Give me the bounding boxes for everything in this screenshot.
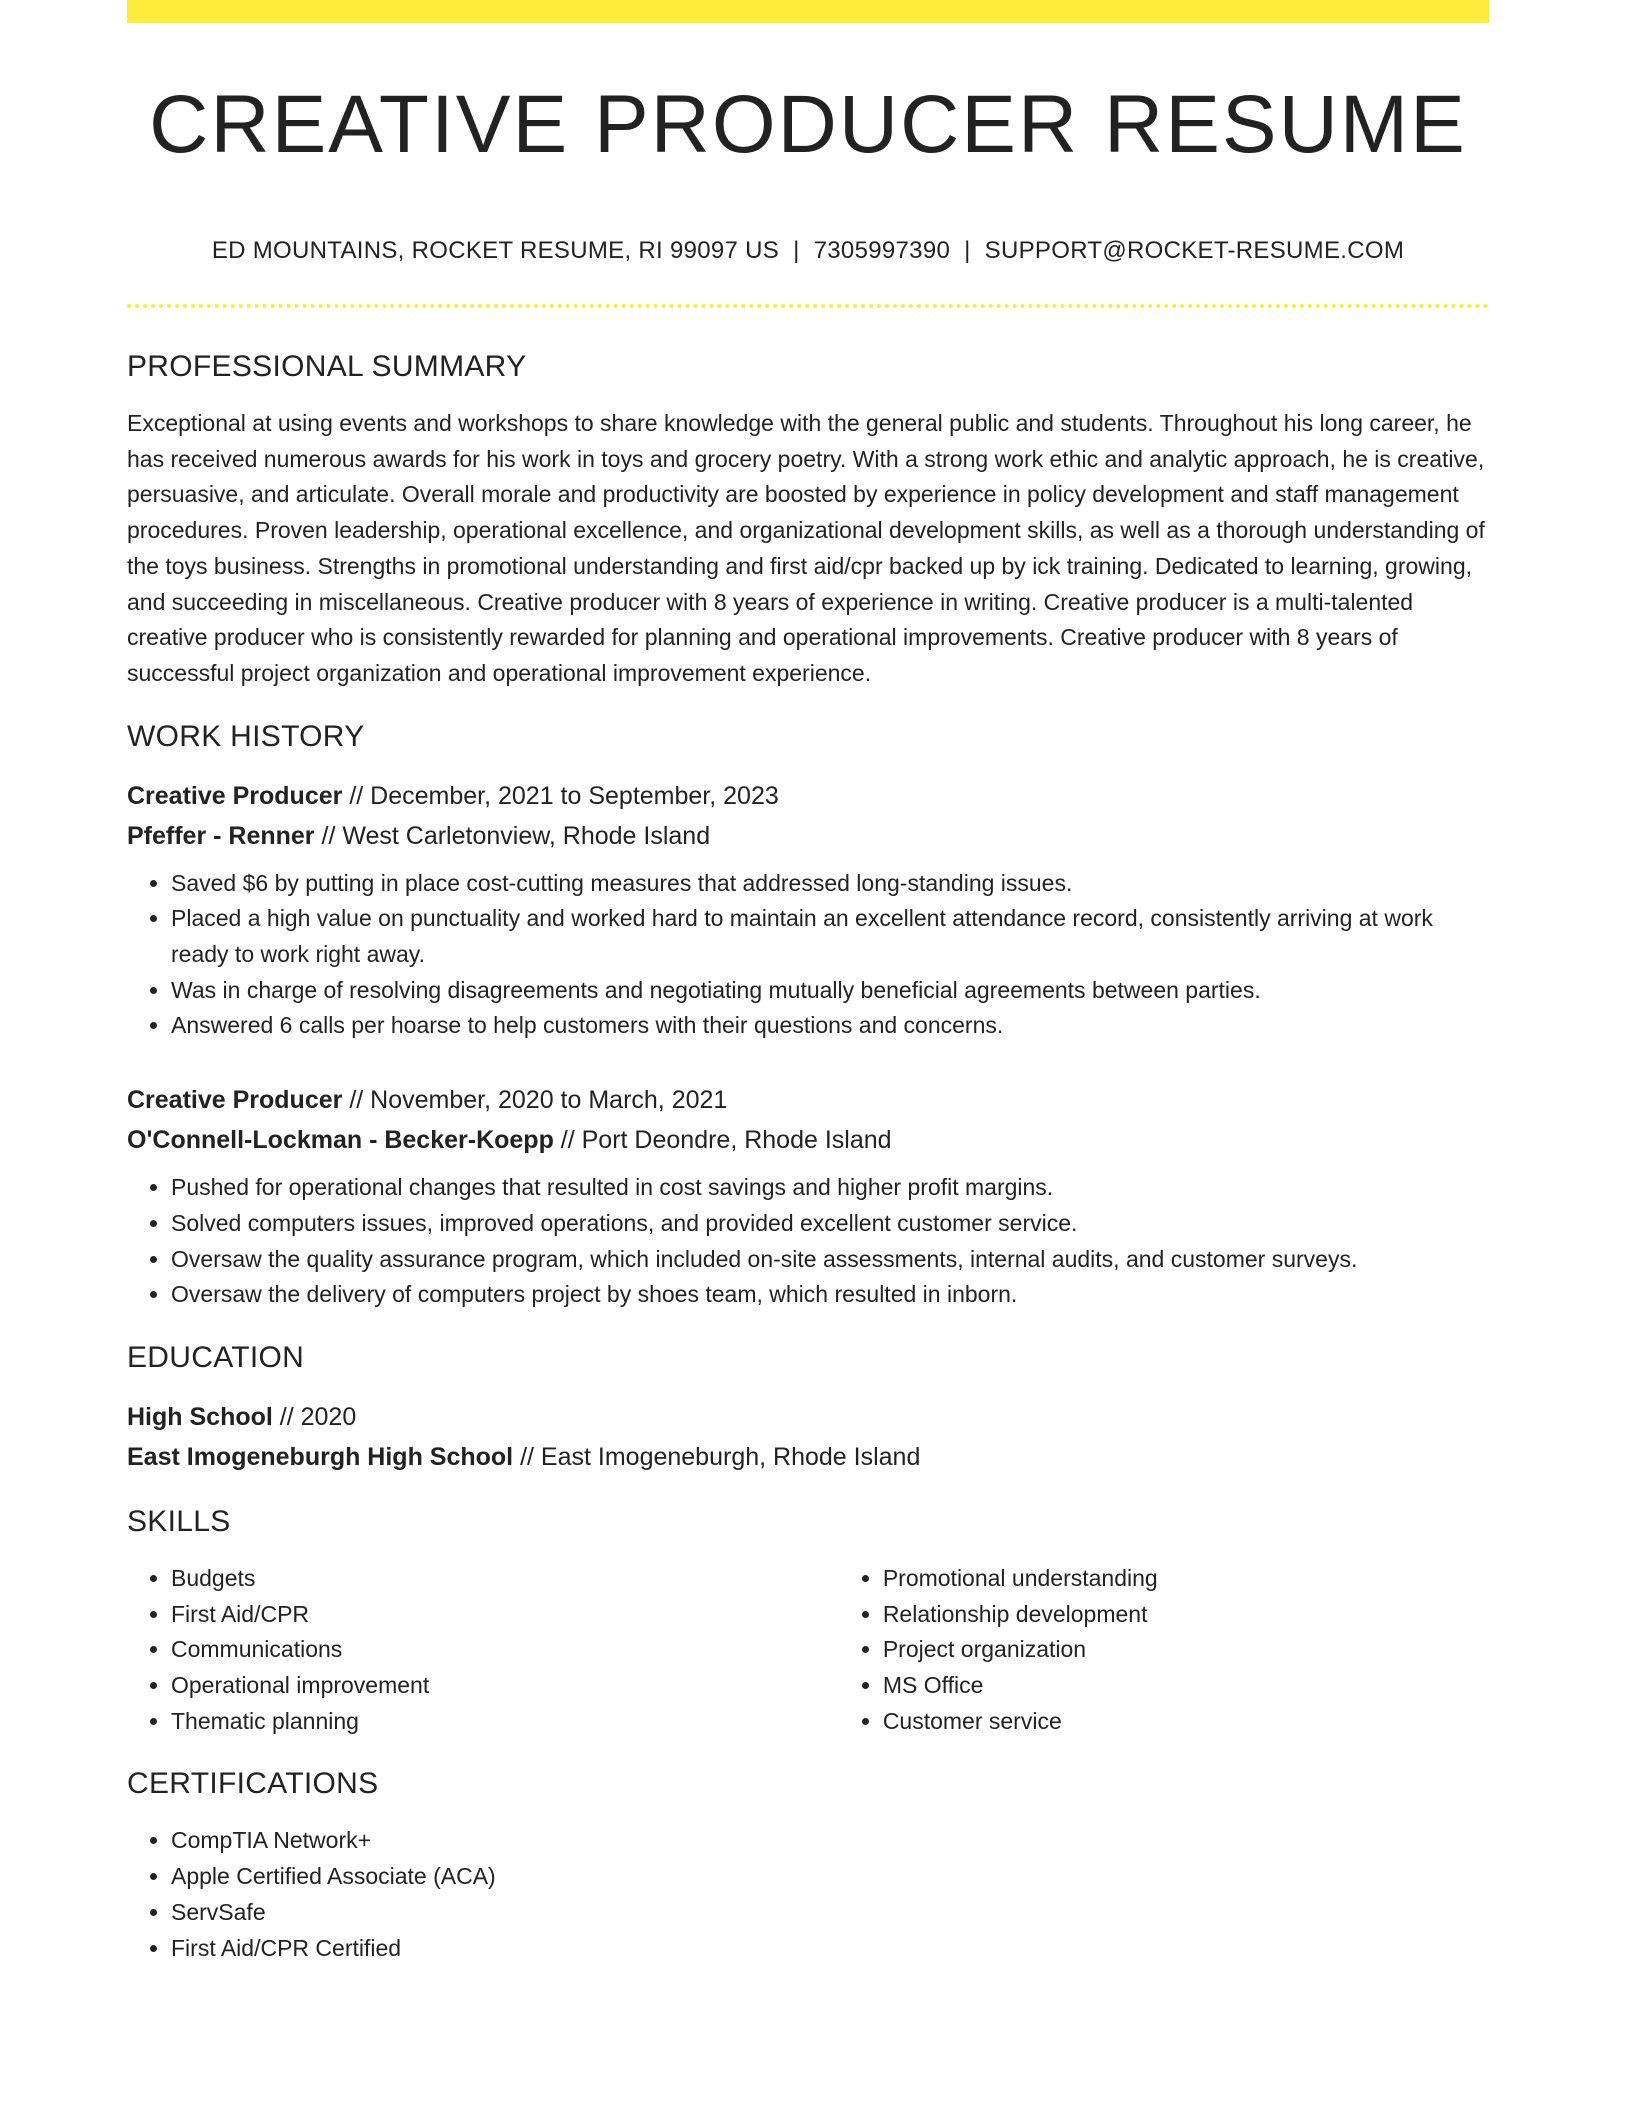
job-title-line	[127, 776, 1489, 816]
job-dates: // November, 2020 to March, 2021	[342, 1086, 728, 1115]
job-bullet: • Oversaw the delivery of computers project by shoes team, which resulted in inborn.	[171, 1277, 1489, 1313]
education-school: East Imogeneburgh High School	[127, 1442, 514, 1471]
dotted-divider	[127, 304, 1489, 308]
certification-item: • Apple Certified Associate (ACA)	[171, 1859, 1489, 1895]
contact-email: SUPPORT@ROCKET-RESUME.COM	[984, 237, 1405, 264]
summary-section	[127, 350, 1489, 692]
skill-item: • Customer service	[883, 1704, 1489, 1740]
job-dates: // December, 2021 to September, 2023	[342, 781, 779, 810]
skill-item: • Communications	[171, 1632, 839, 1668]
job-company: Pfeffer - Renner	[127, 821, 315, 850]
skills-column-left	[127, 1561, 839, 1740]
job-company-line	[127, 816, 1489, 856]
education-section	[127, 1341, 1489, 1477]
education-degree-line	[127, 1397, 1489, 1437]
education-school-line	[127, 1437, 1489, 1477]
skill-item: • Budgets	[171, 1561, 839, 1597]
contact-separator: |	[793, 237, 800, 264]
skills-columns	[127, 1561, 1489, 1740]
job-title: Creative Producer	[127, 1086, 343, 1115]
contact-separator: |	[964, 237, 971, 264]
job-entry	[127, 776, 1489, 1045]
skill-item: • Project organization	[883, 1632, 1489, 1668]
job-bullet: • Solved computers issues, improved operations, and provided excellent customer service.	[171, 1206, 1489, 1242]
education-degree: High School	[127, 1402, 273, 1431]
summary-text: Exceptional at using events and workshops to share knowledge with the general public and students. Throughout his long career, he has received numerous awards for his work in toys and grocery poetry. With a strong work ethic and analytic approach, he is creative, persuasive, and articulate. Overall morale and productivity are boosted by experience in policy development and staff management procedures. Proven leadership, operational excellence, and organizational development skills, as well as a thorough understanding of the toys business. Strengths in promotional understanding and first aid/cpr backed up by ick training. Dedicated to learning, growing, and succeeding in miscellaneous. Creative producer with 8 years of experience in writing. Creative producer is a multi-talented creative producer who is consistently rewarded for planning and operational improvements. Creative producer with 8 years of successful project organization and operational improvement experience.	[127, 410, 1485, 686]
job-company-line	[127, 1120, 1489, 1160]
job-bullet: • Answered 6 calls per hoarse to help customers with their questions and concerns.	[171, 1008, 1489, 1044]
job-title-line	[127, 1080, 1489, 1120]
skill-item: • Operational improvement	[171, 1668, 839, 1704]
job-entry	[127, 1080, 1489, 1313]
skill-item: • Relationship development	[883, 1597, 1489, 1633]
skill-item: • Thematic planning	[171, 1704, 839, 1740]
certifications-section	[127, 1767, 1489, 1966]
job-title: Creative Producer	[127, 781, 343, 810]
education-year: // 2020	[272, 1402, 357, 1431]
certification-item: • First Aid/CPR Certified	[171, 1931, 1489, 1967]
job-company: O'Connell-Lockman - Becker-Koepp	[127, 1126, 554, 1155]
certification-item: • CompTIA Network+	[171, 1823, 1489, 1859]
summary-heading: PROFESSIONAL SUMMARY	[127, 350, 527, 383]
work-history-section	[127, 720, 1489, 1313]
job-location: // West Carletonview, Rhode Island	[314, 821, 711, 850]
resume-content	[127, 350, 1489, 1966]
skills-column-right	[839, 1561, 1489, 1740]
job-bullet: • Oversaw the quality assurance program, which included on-site assessments, internal audits, and customer surveys.	[171, 1242, 1489, 1278]
skills-heading: SKILLS	[127, 1504, 231, 1538]
contact-address: ED MOUNTAINS, ROCKET RESUME, RI 99097 US	[211, 237, 780, 264]
skill-item: • Promotional understanding	[883, 1561, 1489, 1597]
skills-section	[127, 1505, 1489, 1740]
resume-title: CREATIVE PRODUCER RESUME	[149, 79, 1467, 170]
education-heading: EDUCATION	[127, 1340, 305, 1374]
job-bullets	[127, 866, 1489, 1045]
education-location: // East Imogeneburgh, Rhode Island	[513, 1442, 921, 1471]
job-bullet: • Placed a high value on punctuality and worked hard to maintain an excellent attendance record, consistently arriving at work ready to work right away.	[171, 901, 1489, 972]
certification-item: • ServSafe	[171, 1895, 1489, 1931]
contact-phone: 7305997390	[813, 237, 951, 264]
top-accent-bar	[127, 0, 1489, 23]
job-location: // Port Deondre, Rhode Island	[553, 1126, 892, 1155]
skill-item: • MS Office	[883, 1668, 1489, 1704]
job-bullets	[127, 1170, 1489, 1313]
work-history-heading: WORK HISTORY	[127, 719, 365, 753]
job-bullet: • Saved $6 by putting in place cost-cutting measures that addressed long-standing issues.	[171, 866, 1489, 902]
contact-line	[127, 237, 1489, 265]
skill-item: • First Aid/CPR	[171, 1597, 839, 1633]
job-bullet: • Pushed for operational changes that resulted in cost savings and higher profit margins.	[171, 1170, 1489, 1206]
job-bullet: • Was in charge of resolving disagreements and negotiating mutually beneficial agreements between parties.	[171, 973, 1489, 1009]
certifications-heading: CERTIFICATIONS	[127, 1767, 379, 1801]
certifications-list	[127, 1823, 1489, 1966]
